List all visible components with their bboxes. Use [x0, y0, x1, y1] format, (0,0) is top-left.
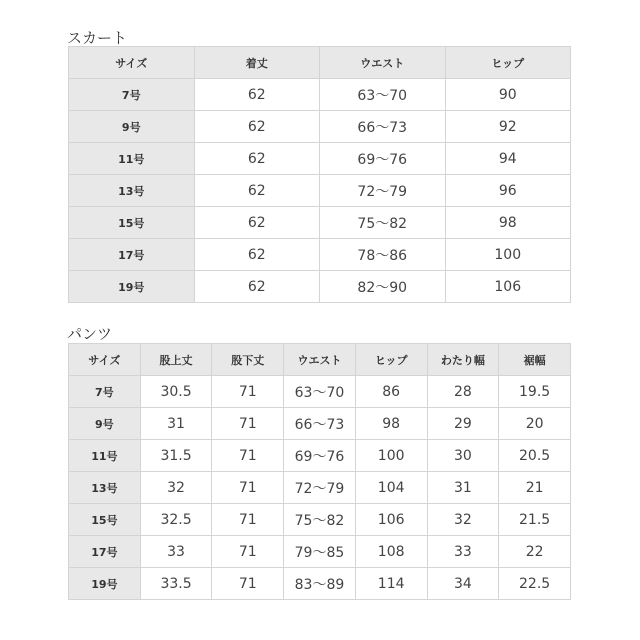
value-cell: 72～79 [320, 175, 446, 207]
table-row [69, 568, 571, 600]
table-row [69, 440, 571, 472]
size-cell: 9号 [69, 408, 141, 440]
value-cell: 62 [194, 175, 320, 207]
size-cell: 11号 [69, 143, 195, 175]
column-header: ウエスト [284, 344, 356, 376]
value-cell: 63～70 [284, 376, 356, 408]
table-header-row [69, 47, 571, 79]
table-row [69, 239, 571, 271]
size-cell: 17号 [69, 239, 195, 271]
value-cell: 100 [445, 239, 571, 271]
value-cell: 106 [445, 271, 571, 303]
value-cell: 31 [140, 408, 212, 440]
value-cell: 92 [445, 111, 571, 143]
value-cell: 33 [140, 536, 212, 568]
size-cell: 13号 [69, 472, 141, 504]
value-cell: 71 [212, 472, 284, 504]
value-cell: 62 [194, 239, 320, 271]
value-cell: 90 [445, 79, 571, 111]
value-cell: 71 [212, 568, 284, 600]
value-cell: 71 [212, 440, 284, 472]
table-row [69, 111, 571, 143]
value-cell: 75～82 [284, 504, 356, 536]
column-header: わたり幅 [427, 344, 499, 376]
value-cell: 62 [194, 111, 320, 143]
table-row [69, 408, 571, 440]
value-cell: 75～82 [320, 207, 446, 239]
pants-size-table [68, 343, 571, 600]
value-cell: 33 [427, 536, 499, 568]
value-cell: 71 [212, 376, 284, 408]
value-cell: 22.5 [499, 568, 571, 600]
column-header: ウエスト [320, 47, 446, 79]
value-cell: 21 [499, 472, 571, 504]
value-cell: 30.5 [140, 376, 212, 408]
value-cell: 82～90 [320, 271, 446, 303]
value-cell: 94 [445, 143, 571, 175]
value-cell: 79～85 [284, 536, 356, 568]
value-cell: 20 [499, 408, 571, 440]
pants-section-title: パンツ [67, 325, 113, 343]
value-cell: 104 [355, 472, 427, 504]
value-cell: 96 [445, 175, 571, 207]
value-cell: 86 [355, 376, 427, 408]
size-cell: 15号 [69, 207, 195, 239]
table-row [69, 175, 571, 207]
table-header-row [69, 344, 571, 376]
value-cell: 71 [212, 408, 284, 440]
size-cell: 15号 [69, 504, 141, 536]
table-row [69, 536, 571, 568]
value-cell: 62 [194, 143, 320, 175]
value-cell: 71 [212, 536, 284, 568]
table-row [69, 504, 571, 536]
value-cell: 34 [427, 568, 499, 600]
value-cell: 106 [355, 504, 427, 536]
value-cell: 63～70 [320, 79, 446, 111]
size-cell: 19号 [69, 271, 195, 303]
value-cell: 20.5 [499, 440, 571, 472]
size-cell: 7号 [69, 376, 141, 408]
column-header: サイズ [69, 47, 195, 79]
value-cell: 72～79 [284, 472, 356, 504]
value-cell: 21.5 [499, 504, 571, 536]
value-cell: 66～73 [284, 408, 356, 440]
table-row [69, 143, 571, 175]
value-cell: 66～73 [320, 111, 446, 143]
column-header: 着丈 [194, 47, 320, 79]
value-cell: 98 [445, 207, 571, 239]
table-row [69, 79, 571, 111]
value-cell: 62 [194, 79, 320, 111]
value-cell: 69～76 [284, 440, 356, 472]
value-cell: 29 [427, 408, 499, 440]
size-cell: 13号 [69, 175, 195, 207]
value-cell: 32.5 [140, 504, 212, 536]
column-header: ヒップ [445, 47, 571, 79]
value-cell: 30 [427, 440, 499, 472]
value-cell: 78～86 [320, 239, 446, 271]
column-header: 股下丈 [212, 344, 284, 376]
value-cell: 62 [194, 271, 320, 303]
skirt-section-title: スカート [67, 29, 128, 47]
value-cell: 83～89 [284, 568, 356, 600]
table-row [69, 271, 571, 303]
value-cell: 28 [427, 376, 499, 408]
size-cell: 9号 [69, 111, 195, 143]
column-header: ヒップ [355, 344, 427, 376]
column-header: 股上丈 [140, 344, 212, 376]
value-cell: 108 [355, 536, 427, 568]
size-cell: 17号 [69, 536, 141, 568]
value-cell: 62 [194, 207, 320, 239]
value-cell: 31 [427, 472, 499, 504]
value-cell: 71 [212, 504, 284, 536]
value-cell: 32 [427, 504, 499, 536]
size-cell: 19号 [69, 568, 141, 600]
value-cell: 32 [140, 472, 212, 504]
value-cell: 19.5 [499, 376, 571, 408]
value-cell: 33.5 [140, 568, 212, 600]
value-cell: 31.5 [140, 440, 212, 472]
table-row [69, 207, 571, 239]
value-cell: 69～76 [320, 143, 446, 175]
value-cell: 114 [355, 568, 427, 600]
skirt-size-table [68, 46, 571, 303]
table-row [69, 376, 571, 408]
size-cell: 7号 [69, 79, 195, 111]
value-cell: 22 [499, 536, 571, 568]
value-cell: 100 [355, 440, 427, 472]
column-header: サイズ [69, 344, 141, 376]
table-row [69, 472, 571, 504]
column-header: 裾幅 [499, 344, 571, 376]
size-cell: 11号 [69, 440, 141, 472]
value-cell: 98 [355, 408, 427, 440]
